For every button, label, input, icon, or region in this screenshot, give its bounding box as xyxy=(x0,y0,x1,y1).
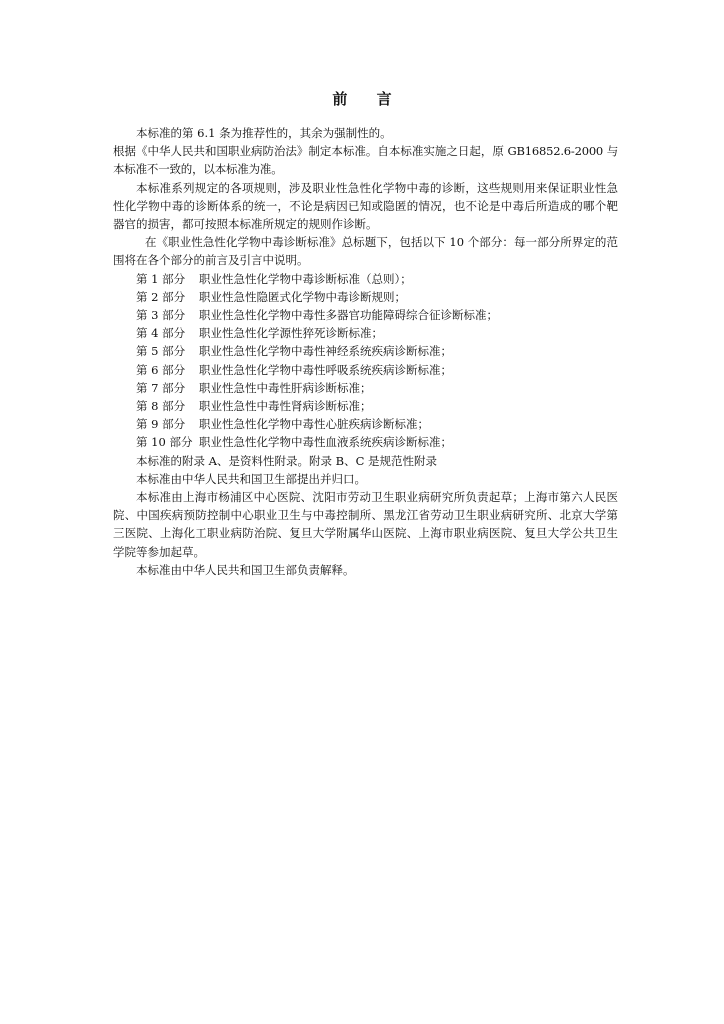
list-item xyxy=(113,342,618,360)
paragraph-interpreter: 本标准由中华人民共和国卫生部负责解释。 xyxy=(136,562,355,577)
part-number: 第 8 部分 xyxy=(136,399,186,414)
list-item xyxy=(113,288,618,306)
list-item xyxy=(113,270,618,288)
part-number: 第 10 部分 xyxy=(136,435,193,450)
list-item xyxy=(113,379,618,397)
part-title: 职业性急性化学源性猝死诊断标准； xyxy=(199,326,383,341)
part-title: 职业性急性化学物中毒性呼吸系统疾病诊断标准； xyxy=(199,362,452,377)
part-number: 第 2 部分 xyxy=(136,289,186,304)
paragraph-recommended-clause: 本标准的第 6.1 条为推荐性的，其余为强制性的。 xyxy=(136,126,392,140)
part-number: 第 7 部分 xyxy=(136,380,186,395)
part-number: 第 4 部分 xyxy=(136,326,186,341)
list-item xyxy=(113,361,618,379)
foreword-body xyxy=(113,124,618,579)
part-title: 职业性急性化学物中毒性血液系统疾病诊断标准； xyxy=(199,435,452,450)
paragraph-drafters: 本标准由上海市杨浦区中心医院、沈阳市劳动卫生职业病研究所负责起草；上海市第六人民医院、中国疾病预防控制中心职业卫生与中毒控制所、黑龙江省劳动卫生职业病研究所、北京大学第三医院、上海化工职业病防治院、复旦大学附属华山医院、上海市职业病医院、复旦大学公共卫生学院等参加起草。 xyxy=(113,490,618,559)
part-number: 第 3 部分 xyxy=(136,308,186,323)
part-title: 职业性急性化学物中毒性神经系统疾病诊断标准； xyxy=(199,344,452,359)
list-item xyxy=(113,433,618,451)
paragraph-legal-basis: 根据《中华人民共和国职业病防治法》制定本标准。自本标准实施之日起，原 GB16852.6-2000 与本标准不一致的，以本标准为准。 xyxy=(113,144,618,177)
part-title: 职业性急性化学物中毒诊断标准（总则）； xyxy=(199,271,412,286)
page-title: 前 言 xyxy=(332,90,404,108)
paragraph-parts-intro: 在《职业性急性化学物中毒诊断标准》总标题下，包括以下 10 个部分：每一部分所界定的范围将在各个部分的前言及引言中说明。 xyxy=(113,235,618,268)
list-item xyxy=(113,397,618,415)
part-number: 第 5 部分 xyxy=(136,344,186,359)
list-item xyxy=(113,306,618,324)
part-number: 第 9 部分 xyxy=(136,417,186,432)
paragraph-appendix: 本标准的附录 A、是资料性附录。附录 B、C 是规范性附录 xyxy=(136,453,438,468)
part-number: 第 1 部分 xyxy=(136,271,186,286)
part-title: 职业性急性化学物中毒性心脏疾病诊断标准； xyxy=(199,417,429,432)
part-title: 职业性急性中毒性肝病诊断标准； xyxy=(199,380,372,395)
paragraph-proposer: 本标准由中华人民共和国卫生部提出并归口。 xyxy=(136,471,366,486)
list-item xyxy=(113,415,618,433)
part-number: 第 6 部分 xyxy=(136,362,186,377)
paragraph-rules-scope: 本标准系列规定的各项规则，涉及职业性急性化学物中毒的诊断，这些规则用来保证职业性急性化学物中毒的诊断体系的统一，不论是病因已知或隐匿的情况，也不论是中毒后所造成的哪个靶器官的损害，都可按照本标准所规定的规则作诊断。 xyxy=(113,180,618,232)
part-title: 职业性急性中毒性肾病诊断标准； xyxy=(199,399,372,414)
list-item xyxy=(113,324,618,342)
part-title: 职业性急性化学物中毒性多器官功能障碍综合征诊断标准； xyxy=(199,308,498,323)
part-title: 职业性急性隐匿式化学物中毒诊断规则； xyxy=(199,289,406,304)
parts-list xyxy=(113,270,618,452)
